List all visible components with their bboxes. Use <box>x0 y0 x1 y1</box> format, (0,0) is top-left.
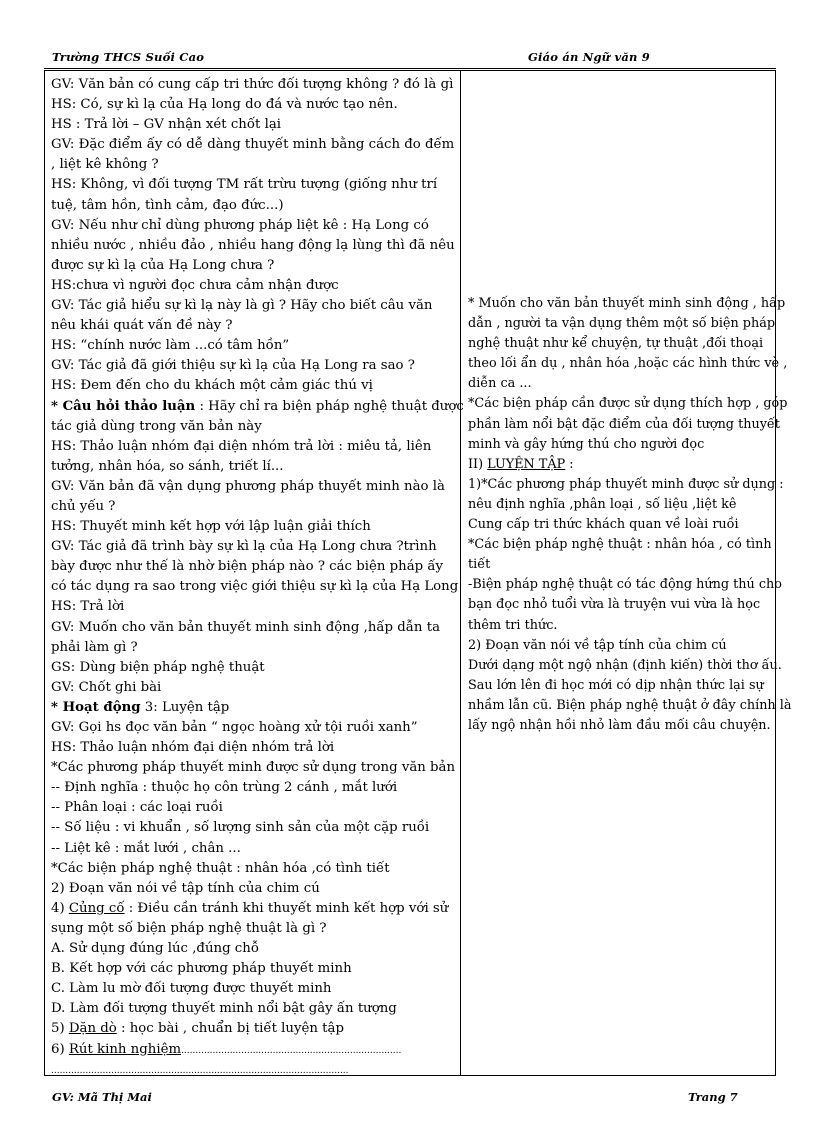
text-line: bạn đọc nhỏ tuổi vừa là truyện vui vừa là học <box>468 597 761 613</box>
text-line: nhầm lẫn cũ. Biện pháp nghệ thuật ở đây chính là <box>468 697 792 713</box>
text-line: GV: Tác giả hiểu sự kì lạ này là gì ? Hãy cho biết câu văn <box>51 298 433 314</box>
text-line: GV: Chốt ghi bài <box>51 679 162 695</box>
text-line: HS: Không, vì đối tượng TM rất trừu tượng (giống như trí <box>51 177 438 193</box>
text-line: HS:chưa vì người đọc chưa cảm nhận được <box>51 277 339 293</box>
text-line: 2) Đoạn văn nói về tập tính của chim cú <box>51 880 320 896</box>
text-line: *Các phương pháp thuyết minh được sử dụng trong văn bản <box>51 760 456 776</box>
header-rule <box>44 68 776 69</box>
lessons-label: Rút kinh nghiệm <box>68 1041 182 1057</box>
text-line: GV: Văn bản có cung cấp tri thức đối tượng không ? đó là gì <box>51 77 454 92</box>
text-line: phần làm nổi bật đặc điểm của đối tượng thuyết <box>468 416 780 432</box>
teacher-student-column <box>51 75 464 1081</box>
homework-text: : học bài , chuẩn bị tiết luyện tập <box>116 1021 344 1037</box>
lessons-num: 6) <box>51 1041 69 1057</box>
text-line: GV: Văn bản đã vận dụng phương pháp thuyết minh nào là <box>51 478 445 494</box>
text-line: dẫn , người ta vận dụng thêm một số biện pháp <box>468 316 776 332</box>
activity-label: * Hoạt động <box>51 699 141 715</box>
text-line: HS: Đem đến cho du khách một cảm giác thú vị <box>51 378 373 394</box>
discussion-label: * Câu hỏi thảo luận <box>51 398 196 414</box>
text-line: tác giả dùng trong văn bản này <box>51 418 262 434</box>
text-line: GV: Tác giả đã giới thiệu sự kì lạ của Hạ Long ra sao ? <box>51 358 415 374</box>
text-line: HS: Trả lời <box>51 599 125 615</box>
text-line: nêu khái quát vấn đề này ? <box>51 318 233 334</box>
text-line: , liệt kê không ? <box>51 157 159 173</box>
answer-a: A. Sử dụng đúng lúc ,đúng chỗ <box>51 941 259 957</box>
text-line: -Biện pháp nghệ thuật có tác động hứng thú cho <box>468 577 782 593</box>
text-line: GV: Gọi hs đọc văn bản “ ngọc hoàng xử tội ruồi xanh” <box>51 720 418 735</box>
text-line: thêm tri thức. <box>468 617 558 633</box>
homework-label: Dặn dò <box>68 1021 117 1037</box>
text-line: được sự kì lạ của Hạ Long chưa ? <box>51 257 275 273</box>
text-line: nghệ thuật như kể chuyện, tự thuật ,đối thoại <box>468 336 764 352</box>
text-line: HS: “chính nước làm ...có tâm hồn” <box>51 338 290 354</box>
text-line: GV: Đặc điểm ấy có dễ dàng thuyết minh bằng cách đo đếm <box>51 137 455 153</box>
activity-3-heading <box>51 698 455 718</box>
answer-d: D. Làm đối tượng thuyết minh nổi bật gây ấn tượng <box>51 1001 397 1017</box>
text-line: 1)*Các phương pháp thuyết minh được sử dụng : <box>468 476 784 492</box>
activity-text: 3: Luyện tập <box>140 699 230 715</box>
practice-num: II) <box>468 456 488 472</box>
text-line: lấy ngộ nhận hồi nhỏ làm đầu mối câu chuyện. <box>468 717 771 733</box>
text-line: Sau lớn lên đi học mới có dịp nhận thức lại sự <box>468 677 764 693</box>
text-line: -- Định nghĩa : thuộc họ côn trùng 2 cánh , mắt lưới <box>51 780 398 796</box>
text-line: có tác dụng ra sao trong việc giới thiệu sự kì lạ của Hạ Long <box>51 579 459 595</box>
text-line: *Các biện pháp nghệ thuật : nhân hóa , có tình <box>468 537 772 553</box>
homework-heading <box>51 1019 455 1039</box>
discussion-text: : Hãy chỉ ra biện pháp nghệ thuật được <box>195 398 464 414</box>
homework-num: 5) <box>51 1021 69 1037</box>
text-line: tưởng, nhân hóa, so sánh, triết lí... <box>51 458 284 474</box>
practice-heading <box>468 455 770 475</box>
discussion-question <box>51 397 464 417</box>
header-school: Trường THCS Suối Cao <box>52 50 205 64</box>
text-line: Dưới dạng một ngộ nhận (định kiến) thời thơ ấu. <box>468 657 782 673</box>
text-line: chủ yếu ? <box>51 498 116 514</box>
text-line: minh và gây hứng thú cho người đọc <box>468 436 705 452</box>
text-line: HS: Có, sự kì lạ của Hạ long do đá và nước tạo nên. <box>51 97 398 113</box>
lesson-table <box>44 70 792 1076</box>
text-line: bày được như thế là nhờ biện pháp nào ? các biện pháp ấy <box>51 559 444 575</box>
text-line: HS : Trả lời – GV nhận xét chốt lại <box>51 117 282 133</box>
content-column <box>468 294 792 736</box>
consolidation-label: Củng cố <box>68 900 125 916</box>
header-subject: Giáo án Ngữ văn 9 <box>528 50 650 64</box>
footer-teacher: GV: Mã Thị Mai <box>52 1090 152 1104</box>
text-line: -- Liệt kê : mắt lưới , chân ... <box>51 840 241 856</box>
practice-label: LUYỆN TẬP <box>487 456 566 472</box>
text-line: -- Số liệu : vi khuẩn , số lượng sinh sản của một cặp ruồi <box>51 820 430 836</box>
text-line: GV: Tác giả đã trình bày sự kì lạ của Hạ Long chưa ?trình <box>51 539 437 555</box>
footer-page-number: Trang 7 <box>688 1090 738 1104</box>
text-line: theo lối ẩn dụ , nhân hóa ,hoặc các hình thức vè , <box>468 356 788 372</box>
consolidation-text: : Điều cần tránh khi thuyết minh kết hợp với sử <box>124 900 449 916</box>
text-line: tuệ, tâm hồn, tình cảm, đạo đức...) <box>51 197 284 213</box>
text-line: nêu định nghĩa ,phân loại , số liệu ,liệt kê <box>468 496 737 512</box>
text-line: * Muốn cho văn bản thuyết minh sinh động , hấp <box>468 296 786 311</box>
consolidation-num: 4) <box>51 900 69 916</box>
text-line: diễn ca ... <box>468 376 532 392</box>
text-line: 2) Đoạn văn nói về tập tính của chim cú <box>468 637 727 653</box>
lessons-heading <box>51 1040 455 1061</box>
practice-text: : <box>565 456 574 472</box>
answer-c: C. Làm lu mờ đối tượng được thuyết minh <box>51 981 332 997</box>
text-line: HS: Thảo luận nhóm đại diện nhóm trả lời : miêu tả, liên <box>51 438 432 454</box>
lessons-dots: ............................................................................. <box>181 1045 402 1056</box>
text-line: *Các biện pháp cần được sử dụng thích hợp , góp <box>468 396 788 412</box>
answer-b: B. Kết hợp với các phương pháp thuyết minh <box>51 961 352 977</box>
dotted-line: ........................................................................................................ <box>51 1065 349 1076</box>
text-line: tiết <box>468 557 491 573</box>
consolidation-heading <box>51 899 455 919</box>
text-line: GV: Muốn cho văn bản thuyết minh sinh động ,hấp dẫn ta <box>51 619 440 635</box>
text-line: GV: Nếu như chỉ dùng phương pháp liệt kê : Hạ Long có <box>51 217 429 233</box>
column-divider <box>460 71 461 1075</box>
text-line: HS: Thuyết minh kết hợp với lập luận giải thích <box>51 519 371 535</box>
text-line: HS: Thảo luận nhóm đại diện nhóm trả lời <box>51 740 335 756</box>
text-line: *Các biện pháp nghệ thuật : nhân hóa ,có tình tiết <box>51 860 390 876</box>
text-line: -- Phân loại : các loại ruồi <box>51 800 223 816</box>
text-line: phải làm gì ? <box>51 639 138 655</box>
text-line: Cung cấp tri thức khách quan về loài ruồi <box>468 517 739 533</box>
text-line: GS: Dùng biện pháp nghệ thuật <box>51 659 265 675</box>
text-line: sụng một số biện pháp nghệ thuật là gì ? <box>51 920 327 936</box>
text-line: nhiều nước , nhiều đảo , nhiều hang động lạ lùng thì đã nêu <box>51 237 455 253</box>
